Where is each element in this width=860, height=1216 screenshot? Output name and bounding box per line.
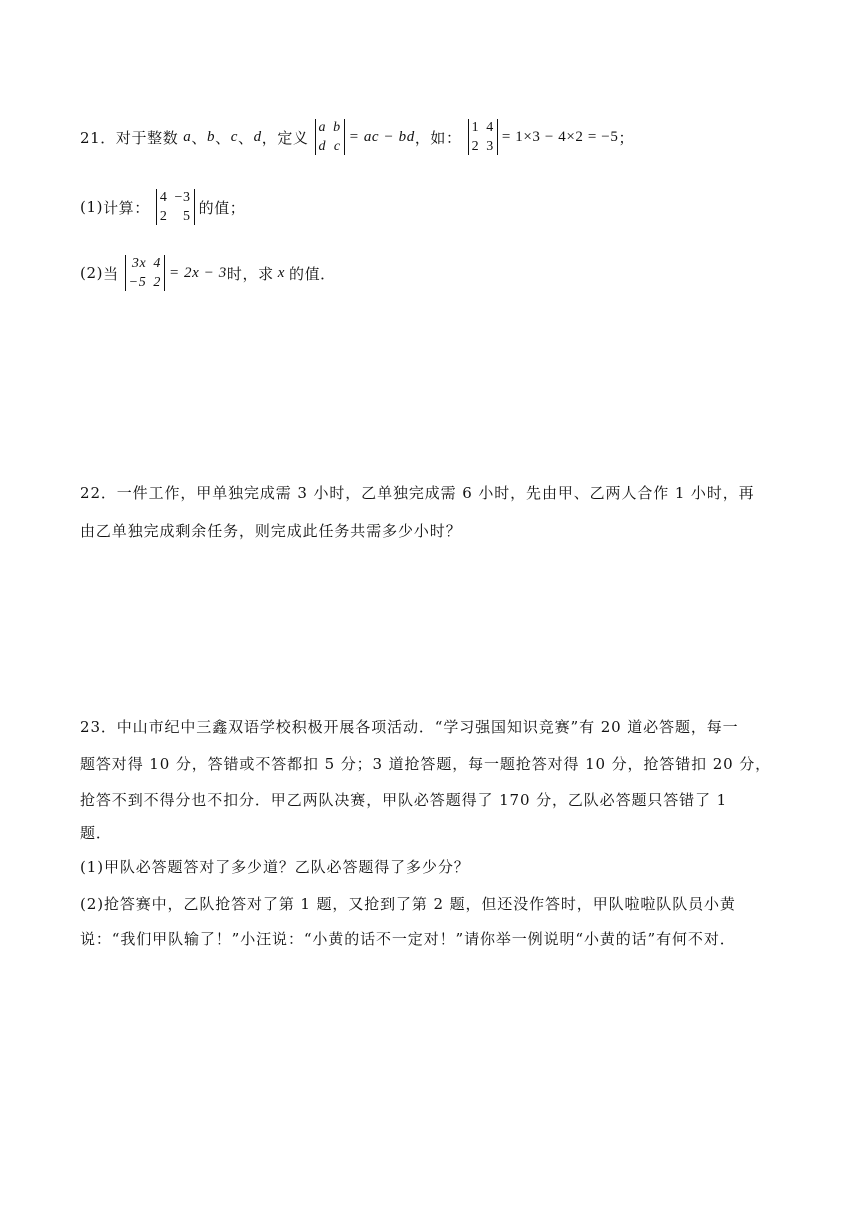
q21-part2-tail-2: 的值． bbox=[288, 264, 336, 283]
comma: ， bbox=[261, 128, 278, 147]
matrix-entry: 2 bbox=[153, 275, 161, 290]
matrix-entry: c bbox=[333, 139, 341, 154]
q21-part1-tail: 的值； bbox=[198, 198, 246, 217]
q21-number: 21． bbox=[80, 128, 116, 147]
q23-line: 题答对得 10 分，答错或不答都扣 5 分；3 道抢答题，每一题抢答对得 10 分，抢答错扣 20 分， bbox=[80, 755, 772, 773]
q22-line-2: 由乙单独完成剩余任务，则完成此任务共需多少小时？ bbox=[80, 522, 462, 540]
matrix-entry: 4 bbox=[153, 256, 161, 271]
var-b: b bbox=[207, 128, 216, 145]
matrix-entry: −3 bbox=[174, 190, 191, 205]
matrix-entry: 3 bbox=[486, 139, 494, 154]
example-text: ，如： bbox=[414, 128, 462, 147]
q21-part1-label: (1) bbox=[80, 198, 104, 216]
definition-determinant bbox=[315, 119, 345, 155]
matrix-entry: 4 bbox=[486, 120, 494, 135]
q21-part1-line bbox=[80, 186, 245, 228]
var-c: c bbox=[230, 128, 238, 145]
part2-rhs: = 2x − 3 bbox=[168, 264, 227, 281]
example-determinant bbox=[468, 119, 498, 155]
q21-part2-label: (2) bbox=[80, 264, 104, 282]
q21-part2-text: 当 bbox=[103, 264, 119, 283]
matrix-entry: 3x bbox=[131, 256, 147, 271]
matrix-entry: 2 bbox=[159, 209, 168, 224]
q23-line: 抢答不到不得分也不扣分．甲乙两队决赛，甲队必答题得了 170 分，乙队必答题只答错了 1 bbox=[80, 791, 728, 809]
q21-part1-text: 计算： bbox=[103, 198, 150, 217]
separator: 、 bbox=[238, 128, 254, 147]
q23-part1: (1)甲队必答题答对了多少道？乙队必答题得了多少分？ bbox=[80, 858, 470, 876]
part1-determinant bbox=[156, 189, 195, 225]
definition-rhs: = ac − bd bbox=[348, 128, 415, 145]
q23-line: 题． bbox=[80, 824, 112, 842]
matrix-entry: 1 bbox=[471, 120, 480, 135]
q21-part2-line bbox=[80, 252, 336, 294]
q23-part2-line-2: 说：“我们甲队输了！”小汪说：“小黄的话不一定对！”请你举一例说明“小黄的话”有何不对． bbox=[80, 930, 736, 948]
q21-intro-line bbox=[80, 116, 634, 158]
matrix-entry: 2 bbox=[471, 139, 480, 154]
matrix-entry: 4 bbox=[159, 190, 168, 205]
part2-determinant bbox=[125, 255, 165, 291]
separator: 、 bbox=[215, 128, 231, 147]
var-d: d bbox=[253, 128, 262, 145]
q23-part2-line-1: (2)抢答赛中，乙队抢答对了第 1 题，又抢到了第 2 题，但还没作答时，甲队啦啦队队员小黄 bbox=[80, 895, 736, 913]
q22-line-1: 22．一件工作，甲单独完成需 3 小时，乙单独完成需 6 小时，先由甲、乙两人合作 1 小时，再 bbox=[80, 484, 755, 502]
matrix-entry: −5 bbox=[128, 275, 147, 290]
matrix-entry: 5 bbox=[182, 209, 191, 224]
matrix-entry: a bbox=[318, 120, 327, 135]
define-text: 定义 bbox=[277, 128, 309, 147]
matrix-entry: d bbox=[318, 139, 327, 154]
matrix-entry: b bbox=[333, 120, 341, 135]
q21-intro-text: 对于整数 bbox=[115, 128, 179, 147]
line-end: ； bbox=[618, 128, 635, 147]
var-a: a bbox=[183, 128, 192, 145]
separator: 、 bbox=[191, 128, 208, 147]
q23-line: 23．中山市纪中三鑫双语学校积极开展各项活动．“学习强国知识竞赛”有 20 道必答题，每一 bbox=[80, 718, 739, 736]
q21-part2-tail-1: 时，求 bbox=[226, 264, 274, 283]
var-x: x bbox=[277, 264, 285, 281]
example-rhs: = 1×3 − 4×2 = −5 bbox=[501, 128, 619, 145]
